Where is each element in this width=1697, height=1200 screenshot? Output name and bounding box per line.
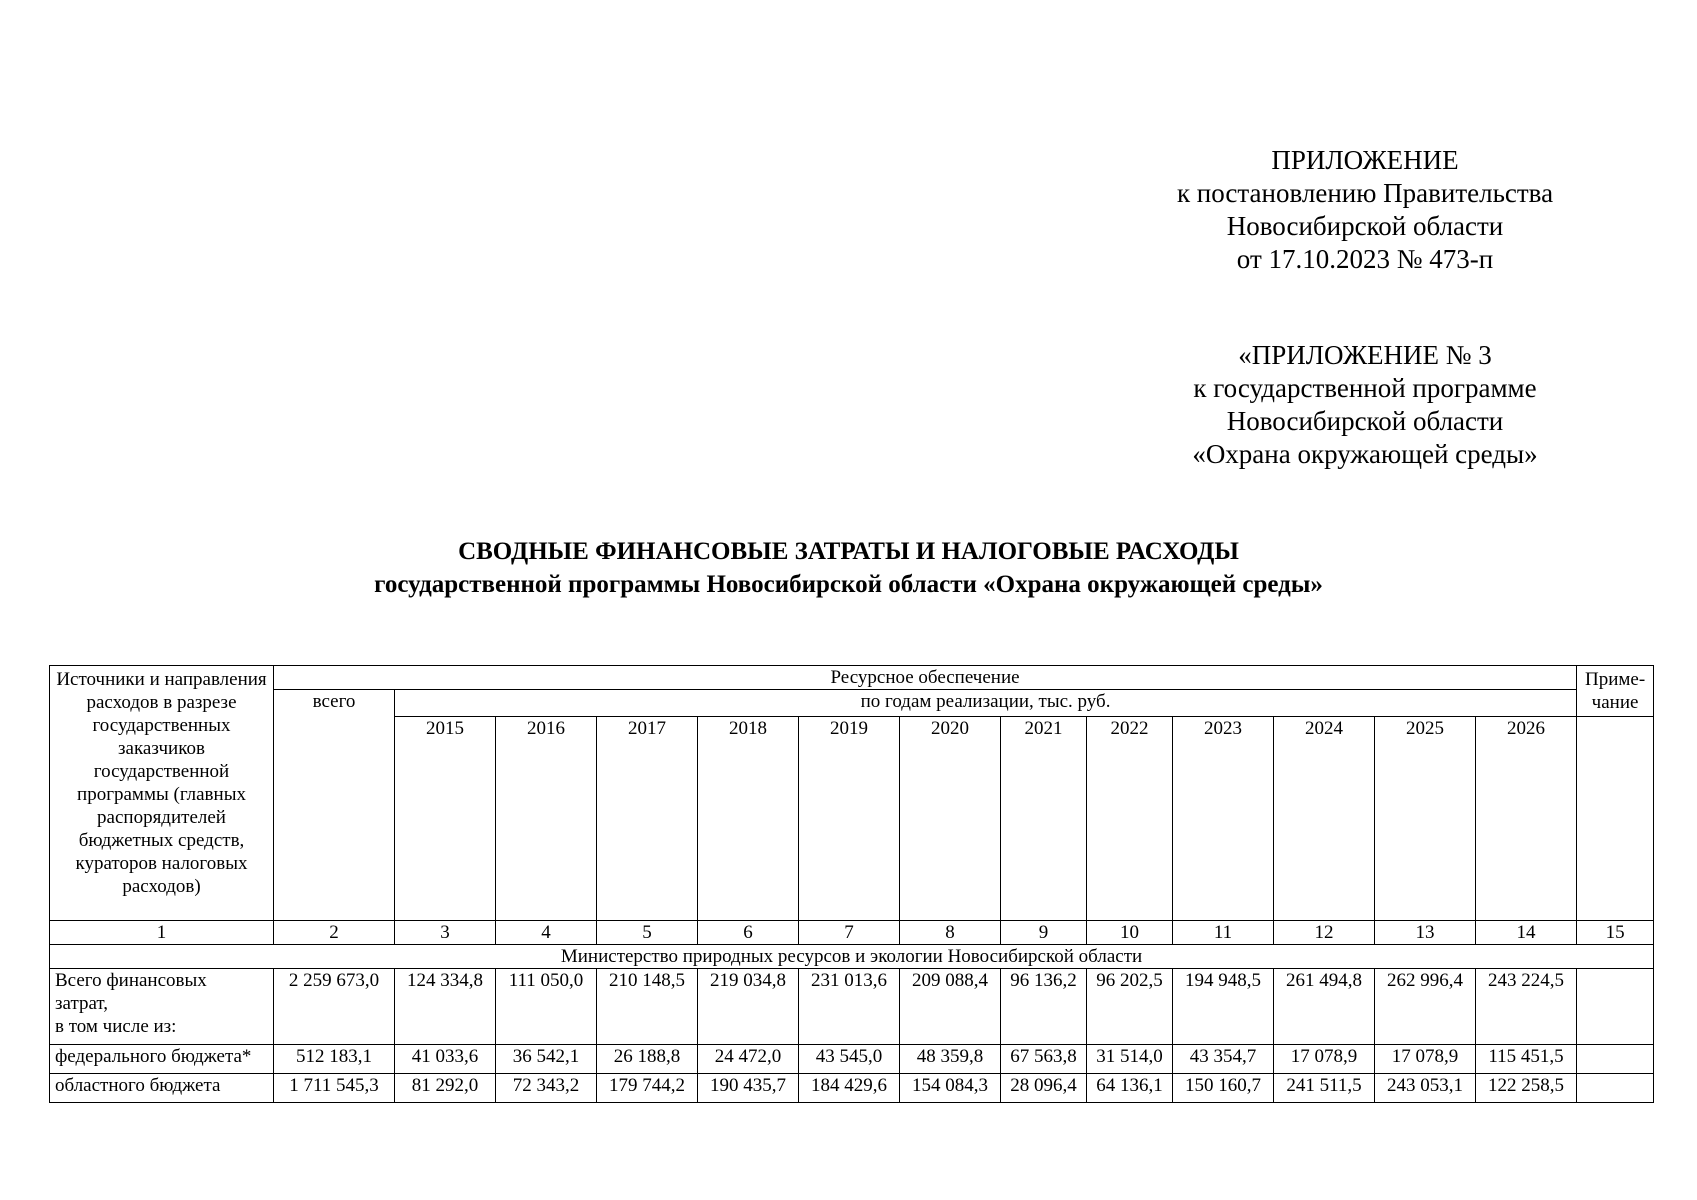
value-cell: 17 078,9	[1274, 1045, 1375, 1074]
value-cell: 231 013,6	[799, 969, 900, 1045]
value-cell: 210 148,5	[597, 969, 698, 1045]
value-cell: 154 084,3	[900, 1074, 1001, 1103]
table-row	[50, 1045, 1654, 1074]
row-label-line: Всего финансовых	[55, 970, 207, 991]
value-cell: 184 429,6	[799, 1074, 900, 1103]
value-cell: 261 494,8	[1274, 969, 1375, 1045]
column-number: 13	[1375, 921, 1476, 945]
note-cell	[1577, 969, 1654, 1045]
appendix-line: от 17.10.2023 № 473-п	[1236, 244, 1494, 274]
value-cell: 41 033,6	[395, 1045, 496, 1074]
value-cell: 262 996,4	[1375, 969, 1476, 1045]
year-header: 2015	[395, 717, 496, 921]
value-cell: 26 188,8	[597, 1045, 698, 1074]
note-header-cell	[1577, 717, 1654, 921]
value-cell: 64 136,1	[1087, 1074, 1173, 1103]
total-header: всего	[274, 690, 395, 921]
value-cell: 67 563,8	[1001, 1045, 1087, 1074]
column-number: 8	[900, 921, 1001, 945]
year-header: 2017	[597, 717, 698, 921]
value-cell: 72 343,2	[496, 1074, 597, 1103]
appendix-line: ПРИЛОЖЕНИЕ	[1271, 145, 1459, 175]
source-header: Источники и направления расходов в разрезе государственных заказчиков государственной программы (главных распорядителей бюджетных средств, кураторов налоговых расходов)	[50, 666, 274, 921]
row-label-line: затрат,	[55, 993, 109, 1014]
value-cell: 115 451,5	[1476, 1045, 1577, 1074]
year-header: 2018	[698, 717, 799, 921]
value-cell: 96 202,5	[1087, 969, 1173, 1045]
column-number: 1	[50, 921, 274, 945]
value-cell: 122 258,5	[1476, 1074, 1577, 1103]
value-cell: 17 078,9	[1375, 1045, 1476, 1074]
appendix-line: «ПРИЛОЖЕНИЕ № 3	[1238, 340, 1492, 370]
value-cell: 190 435,7	[698, 1074, 799, 1103]
value-cell: 124 334,8	[395, 969, 496, 1045]
row-label: федерального бюджета*	[50, 1045, 274, 1074]
value-cell: 81 292,0	[395, 1074, 496, 1103]
column-number: 11	[1173, 921, 1274, 945]
value-cell: 219 034,8	[698, 969, 799, 1045]
year-header: 2023	[1173, 717, 1274, 921]
column-number-row	[50, 921, 1654, 945]
appendix-line: Новосибирской области	[1226, 211, 1504, 241]
value-cell: 194 948,5	[1173, 969, 1274, 1045]
value-cell: 150 160,7	[1173, 1074, 1274, 1103]
appendix-3-header	[1130, 339, 1600, 471]
appendix-line: к государственной программе	[1193, 373, 1537, 403]
document-title	[0, 535, 1697, 601]
column-number: 12	[1274, 921, 1375, 945]
year-header: 2016	[496, 717, 597, 921]
column-number: 9	[1001, 921, 1087, 945]
value-cell: 28 096,4	[1001, 1074, 1087, 1103]
value-cell: 96 136,2	[1001, 969, 1087, 1045]
value-cell: 241 511,5	[1274, 1074, 1375, 1103]
year-header: 2025	[1375, 717, 1476, 921]
column-number: 10	[1087, 921, 1173, 945]
total-cell: 2 259 673,0	[274, 969, 395, 1045]
value-cell: 43 545,0	[799, 1045, 900, 1074]
appendix-line: к постановлению Правительства	[1176, 178, 1554, 208]
total-cell: 1 711 545,3	[274, 1074, 395, 1103]
total-cell: 512 183,1	[274, 1045, 395, 1074]
header-row-2	[50, 690, 1654, 717]
value-cell: 36 542,1	[496, 1045, 597, 1074]
year-header: 2020	[900, 717, 1001, 921]
value-cell: 24 472,0	[698, 1045, 799, 1074]
year-header: 2026	[1476, 717, 1577, 921]
column-number: 4	[496, 921, 597, 945]
year-header: 2024	[1274, 717, 1375, 921]
year-header: 2019	[799, 717, 900, 921]
appendix-header	[1130, 144, 1600, 276]
column-number: 6	[698, 921, 799, 945]
table-row	[50, 969, 1654, 1045]
column-number: 5	[597, 921, 698, 945]
column-number: 14	[1476, 921, 1577, 945]
value-cell: 111 050,0	[496, 969, 597, 1045]
note-cell	[1577, 1045, 1654, 1074]
section-row	[50, 945, 1654, 969]
resource-header: Ресурсное обеспечение	[274, 666, 1577, 690]
column-number: 2	[274, 921, 395, 945]
value-cell: 48 359,8	[900, 1045, 1001, 1074]
title-line-2: государственной программы Новосибирской области «Охрана окружающей среды»	[374, 571, 1323, 598]
note-cell	[1577, 1074, 1654, 1103]
value-cell: 179 744,2	[597, 1074, 698, 1103]
section-title: Министерство природных ресурсов и экологии Новосибирской области	[50, 945, 1654, 969]
appendix-line: Новосибирской области	[1226, 406, 1504, 436]
financial-table	[49, 665, 1654, 1103]
row-label	[50, 969, 274, 1045]
column-number: 7	[799, 921, 900, 945]
header-row-1	[50, 666, 1654, 690]
value-cell: 209 088,4	[900, 969, 1001, 1045]
appendix-line: «Охрана окружающей среды»	[1192, 439, 1538, 469]
value-cell: 243 224,5	[1476, 969, 1577, 1045]
title-line-1: СВОДНЫЕ ФИНАНСОВЫЕ ЗАТРАТЫ И НАЛОГОВЫЕ РАСХОДЫ	[458, 538, 1239, 565]
column-number: 3	[395, 921, 496, 945]
value-cell: 243 053,1	[1375, 1074, 1476, 1103]
year-header: 2021	[1001, 717, 1087, 921]
row-label: областного бюджета	[50, 1074, 274, 1103]
year-header: 2022	[1087, 717, 1173, 921]
value-cell: 31 514,0	[1087, 1045, 1173, 1074]
note-header: Приме- чание	[1577, 666, 1654, 717]
value-cell: 43 354,7	[1173, 1045, 1274, 1074]
row-label-line: в том числе из:	[55, 1016, 177, 1037]
column-number: 15	[1577, 921, 1654, 945]
years-header: по годам реализации, тыс. руб.	[395, 690, 1577, 717]
table-row	[50, 1074, 1654, 1103]
